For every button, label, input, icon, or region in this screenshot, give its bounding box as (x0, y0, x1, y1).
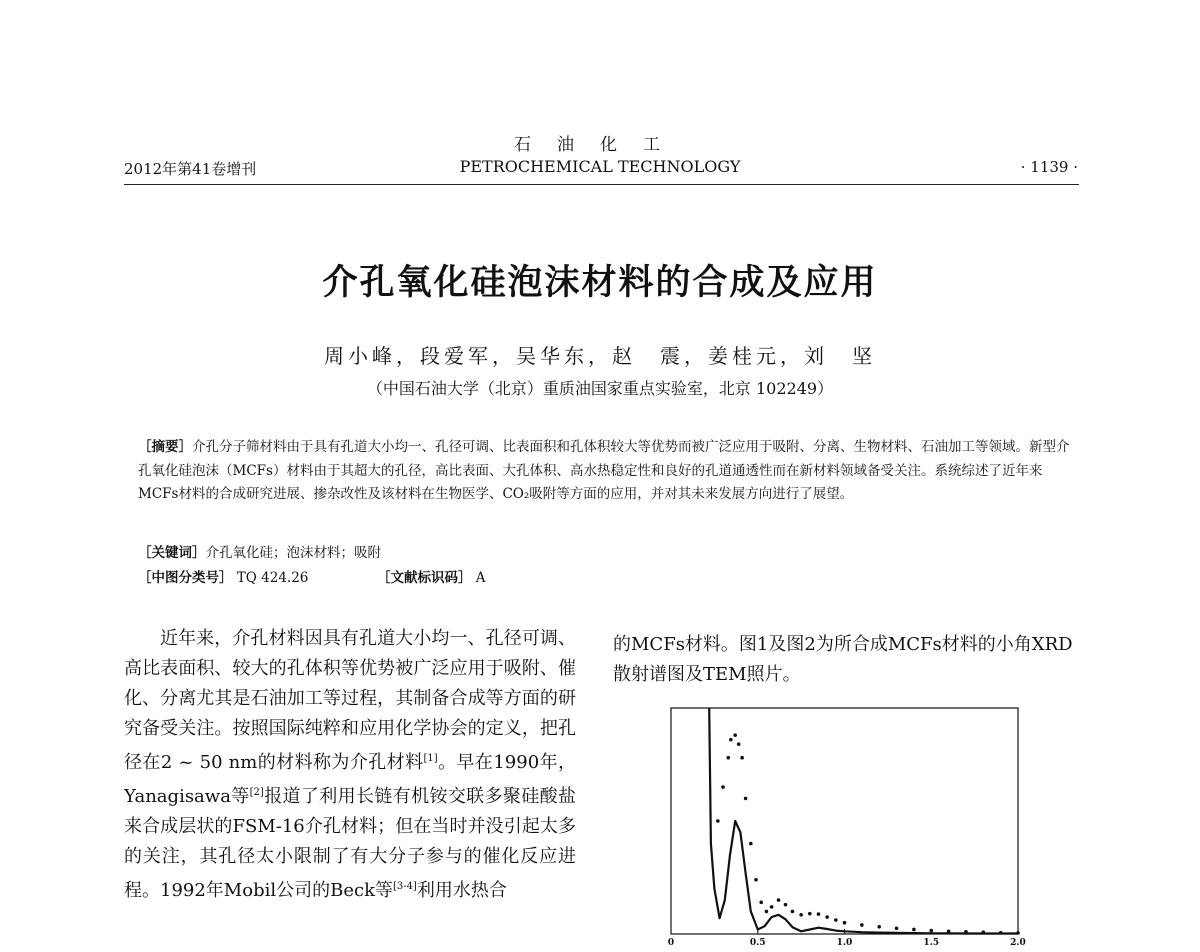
series-dotted-point (716, 819, 720, 823)
series-dotted-point (726, 756, 730, 760)
x-tick-label-4: 2.0 (1010, 938, 1026, 948)
series-dotted-point (1016, 931, 1020, 935)
plot-frame (671, 708, 1018, 934)
issue-label: 2012年第41卷增刊 (124, 160, 257, 178)
body-left-text-4: 利用水热合 (416, 880, 507, 901)
series-dotted-point (791, 910, 795, 914)
series-dotted-point (825, 915, 829, 919)
series-dotted-point (999, 931, 1003, 935)
keywords-text: 介孔氧化硅；泡沫材料；吸附 (205, 545, 381, 561)
body-left-text-3: 报道了利用长链有机铵交联多聚硅酸盐来合成层状的FSM-16介孔材料；但在当时并没引起太多的关注，其孔径太小限制了有大分子参与的催化反应进程。1992年Mobil公司的Beck等 (124, 786, 576, 901)
series-dotted-point (754, 878, 758, 882)
xrd-chart-plot (668, 708, 1026, 948)
keywords-tag: ［关键词］ (138, 545, 206, 561)
class-value: TQ 424.26 (236, 570, 309, 586)
series-dotted-point (721, 785, 725, 789)
body-left-text-2: 。早在1990年，Yanagisawa等 (124, 752, 576, 807)
series-dotted-point (733, 733, 737, 737)
series-dotted-point (740, 756, 744, 760)
author-list: 周小峰，段爱军，吴华东，赵 震，姜桂元，刘 坚 (324, 344, 876, 368)
journal-title-cn: 石油化工 (514, 135, 686, 155)
series-dotted-point (964, 930, 968, 934)
series-dotted-point (777, 898, 781, 902)
x-tick-label-2: 1.0 (836, 938, 853, 948)
series-dotted-point (877, 925, 881, 929)
series-dotted-point (947, 929, 951, 933)
x-tick-label-1: 0.5 (749, 938, 766, 948)
series-dotted-point (843, 921, 847, 925)
series-dotted-point (770, 905, 774, 909)
doc-code-tag: ［文献标识码］ (377, 570, 472, 586)
abstract-tag: ［摘要］ (138, 439, 192, 455)
series-dotted-point (749, 842, 753, 846)
series-dotted-point (744, 797, 748, 801)
affiliation: （中国石油大学（北京）重质油国家重点实验室，北京 102249） (366, 379, 834, 398)
series-dotted-point (834, 918, 838, 922)
series-dotted-point (817, 912, 821, 916)
series-dotted-point (737, 742, 741, 746)
citation-ref-3: [3-4] (392, 881, 417, 892)
citation-ref-1: [1] (423, 753, 438, 764)
series-dotted-point (729, 738, 733, 742)
journal-title-en: PETROCHEMICAL TECHNOLOGY (459, 157, 741, 176)
body-right-column: 的MCFs材料。图1及图2为所合成MCFs材料的小角XRD散射谱图及TEM照片。 (613, 634, 1073, 685)
series-dotted-point (860, 923, 864, 927)
series-dotted-point (808, 912, 812, 916)
class-tag: ［中图分类号］ (138, 570, 233, 586)
series-dotted-point (799, 913, 803, 917)
citation-ref-2: [2] (249, 787, 264, 798)
page-number: · 1139 · (1020, 158, 1078, 176)
body-left-text-1: 近年来，介孔材料因具有孔道大小均一、孔径可调、高比表面积、较大的孔体积等优势被广泛应用于吸附、催化、分离尤其是石油加工等过程，其制备合成等方面的研究备受关注。按照国际纯粹和应用化学协会的定义，把孔径在2 ~ 50 nm的材料称为介孔材料 (124, 628, 576, 773)
series-dotted-point (912, 928, 916, 932)
x-tick-label-0: 0 (667, 938, 675, 948)
abstract-text: 介孔分子筛材料由于具有孔道大小均一、孔径可调、比表面积和孔体积较大等优势而被广泛应用于吸附、分离、生物材料、石油加工等领域。新型介孔氧化硅泡沫（MCFs）材料由于其超大的孔径，高比表面、大孔体积、高水热稳定性和良好的孔道通透性而在新材料领域备受关注。系统综述了近年来MCFs材料的合成研究进展、掺杂改性及该材料在生物医学、CO₂吸附等方面的应用，并对其未来发展方向进行了展望。 (138, 439, 1070, 502)
series-solid-line (709, 708, 1018, 934)
series-dotted-point (895, 927, 899, 931)
doc-code-value: A (475, 570, 486, 586)
series-dotted-point (759, 901, 763, 905)
series-dotted-point (765, 910, 769, 914)
x-tick-label-3: 1.5 (923, 938, 940, 948)
series-dotted-point (784, 903, 788, 907)
series-dotted-point (982, 930, 986, 934)
article-title: 介孔氧化硅泡沫材料的合成及应用 (322, 263, 878, 303)
series-dotted-point (929, 929, 933, 933)
